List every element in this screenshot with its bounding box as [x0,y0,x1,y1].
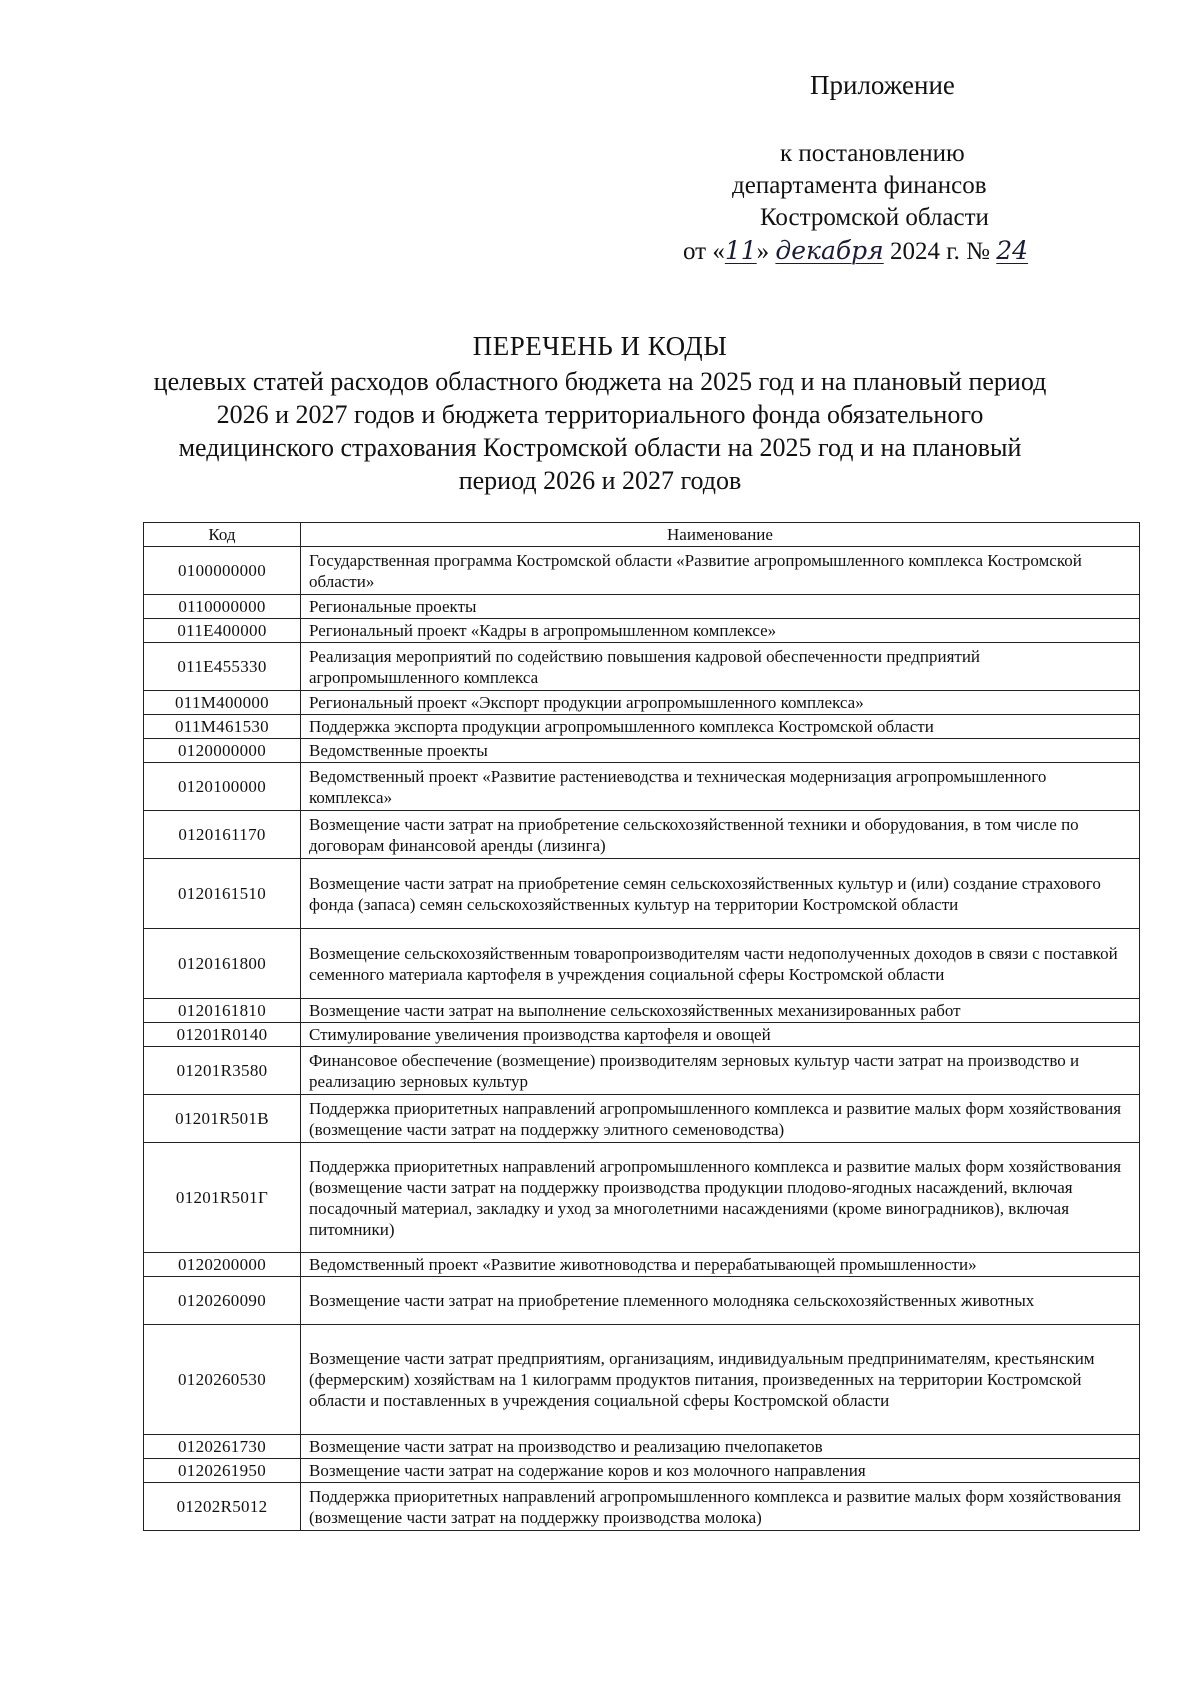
row-name: Региональный проект «Кадры в агропромышленном комплексе» [301,619,1140,643]
table-row [144,595,1140,619]
row-name: Ведомственный проект «Развитие растениеводства и техническая модернизация агропромышленного комплекса» [301,763,1140,811]
row-code: 0120261950 [144,1459,301,1483]
row-name: Стимулирование увеличения производства картофеля и овощей [301,1023,1140,1047]
appendix-to-resolution: к постановлению [780,140,965,167]
document-heading [150,330,1050,497]
table-header-row [144,523,1140,547]
row-code: 0120260530 [144,1325,301,1435]
table-row [144,1253,1140,1277]
row-code: 01201R3580 [144,1047,301,1095]
row-code: 0120200000 [144,1253,301,1277]
date-year: 2024 г. № [883,238,997,265]
row-name: Региональные проекты [301,595,1140,619]
row-name: Государственная программа Костромской области «Развитие агропромышленного комплекса Костромской области» [301,547,1140,595]
table-row [144,1047,1140,1095]
row-code: 0120261730 [144,1435,301,1459]
row-name: Реализация мероприятий по содействию повышения кадровой обеспеченности предприятий агропромышленного комплекса [301,643,1140,691]
row-name: Поддержка приоритетных направлений агропромышленного комплекса и развитие малых форм хозяйствования (возмещение части затрат на поддержку элитного семеноводства) [301,1095,1140,1143]
date-month-handwritten: декабря [775,236,884,265]
row-code: 0100000000 [144,547,301,595]
row-code: 0110000000 [144,595,301,619]
row-code: 0120161170 [144,811,301,859]
appendix-region: Костромской области [760,204,989,231]
table-row [144,1143,1140,1253]
table-row [144,1325,1140,1435]
row-code: 01201R501B [144,1095,301,1143]
header-name: Наименование [301,523,1140,547]
table-row [144,1023,1140,1047]
row-code: 011M400000 [144,691,301,715]
row-name: Региональный проект «Экспорт продукции агропромышленного комплекса» [301,691,1140,715]
row-code: 0120161800 [144,929,301,999]
row-name: Ведомственный проект «Развитие животноводства и перерабатывающей промышленности» [301,1253,1140,1277]
row-code: 011E400000 [144,619,301,643]
table-row [144,1277,1140,1325]
table-row [144,739,1140,763]
date-mid: » [756,238,776,265]
row-code: 0120260090 [144,1277,301,1325]
table-row [144,715,1140,739]
document-title: ПЕРЕЧЕНЬ И КОДЫ [472,331,728,361]
row-code: 011M461530 [144,715,301,739]
table-row [144,929,1140,999]
table-row [144,643,1140,691]
table-row [144,547,1140,595]
row-name: Финансовое обеспечение (возмещение) производителям зерновых культур части затрат на производство и реализацию зерновых культур [301,1047,1140,1095]
table-row [144,1483,1140,1531]
table-row [144,1095,1140,1143]
row-name: Поддержка приоритетных направлений агропромышленного комплекса и развитие малых форм хозяйствования (возмещение части затрат на поддержку производства продукции плодово-ягодных насаждений, включая посадочный материал, закладку и уход за многолетними насаждениями (кроме виноградников), включая питомники) [301,1143,1140,1253]
table-row [144,1459,1140,1483]
row-name: Возмещение части затрат на выполнение сельскохозяйственных механизированных работ [301,999,1140,1023]
table-row [144,811,1140,859]
row-name: Возмещение части затрат на приобретение семян сельскохозяйственных культур и (или) создание страхового фонда (запаса) семян сельскохозяйственных культур на территории Костромской области [301,859,1140,929]
row-code: 0120100000 [144,763,301,811]
row-name: Возмещение части затрат на производство и реализацию пчелопакетов [301,1435,1140,1459]
row-code: 01201R501Г [144,1143,301,1253]
date-day-handwritten: 11 [724,236,757,265]
row-name: Возмещение части затрат на приобретение сельскохозяйственной техники и оборудования, в том числе по договорам финансовой аренды (лизинга) [301,811,1140,859]
table-row [144,763,1140,811]
table-row [144,619,1140,643]
table-row [144,859,1140,929]
row-name: Поддержка экспорта продукции агропромышленного комплекса Костромской области [301,715,1140,739]
date-prefix: от « [683,238,725,265]
document-subtitle: целевых статей расходов областного бюджета на 2025 год и на плановый период 2026 и 2027 годов и бюджета территориального фонда обязательного медицинского страхования Костромской области на 2025 год и на плановый период 2026 и 2027 годов [153,367,1047,495]
table-row [144,691,1140,715]
row-name: Возмещение части затрат на приобретение племенного молодняка сельскохозяйственных животных [301,1277,1140,1325]
row-name: Ведомственные проекты [301,739,1140,763]
row-name: Поддержка приоритетных направлений агропромышленного комплекса и развитие малых форм хозяйствования (возмещение части затрат на поддержку производства молока) [301,1483,1140,1531]
row-code: 01201R0140 [144,1023,301,1047]
table-row [144,999,1140,1023]
row-name: Возмещение части затрат на содержание коров и коз молочного направления [301,1459,1140,1483]
doc-number-handwritten: 24 [996,236,1029,265]
row-name: Возмещение сельскохозяйственным товаропроизводителям части недополученных доходов в связи с поставкой семенного материала картофеля в учреждения социальной сферы Костромской области [301,929,1140,999]
codes-table [143,522,1140,1531]
appendix-title: Приложение [810,70,955,100]
row-code: 0120161510 [144,859,301,929]
row-code: 0120000000 [144,739,301,763]
row-code: 01202R5012 [144,1483,301,1531]
row-code: 011E455330 [144,643,301,691]
table-row [144,1435,1140,1459]
header-code: Код [144,523,301,547]
appendix-department: департамента финансов [732,172,987,199]
row-code: 0120161810 [144,999,301,1023]
row-name: Возмещение части затрат предприятиям, организациям, индивидуальным предпринимателям, крестьянским (фермерским) хозяйствам на 1 килограмм продуктов питания, произведенных на территории Костромской области и поставленных в учреждения социальной сферы Костромской области [301,1325,1140,1435]
appendix-date-line [683,236,1028,266]
